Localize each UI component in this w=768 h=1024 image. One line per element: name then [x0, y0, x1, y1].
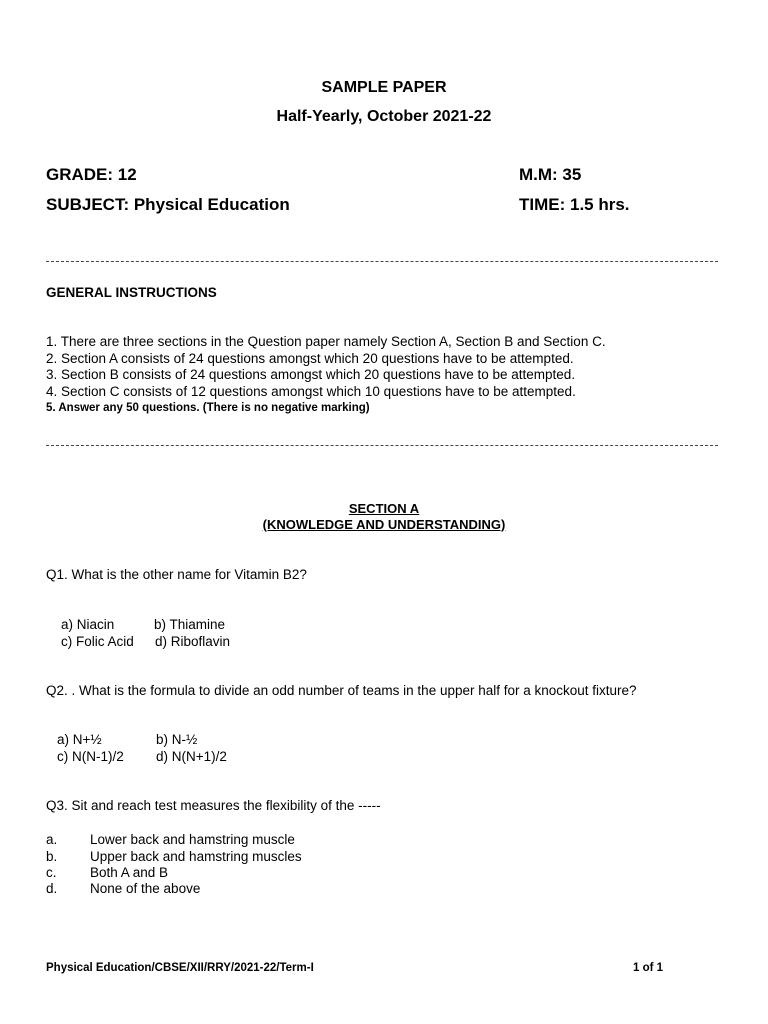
instruction-item: 3. Section B consists of 24 questions amongst which 20 questions have to be attempted. — [46, 367, 576, 382]
instruction-item: 1. There are three sections in the Question paper namely Section A, Section B and Section C. — [46, 334, 606, 349]
option-letter: b. — [46, 849, 58, 864]
question-text: Q3. Sit and reach test measures the flexibility of the ----- — [46, 798, 381, 813]
option-text: Lower back and hamstring muscle — [90, 832, 295, 847]
instruction-item: 4. Section C consists of 12 questions amongst which 10 questions have to be attempted. — [46, 384, 576, 399]
option-text: d) N(N+1)/2 — [156, 749, 227, 764]
option-letter: d. — [46, 881, 58, 896]
paper-subtitle: Half-Yearly, October 2021-22 — [276, 108, 492, 125]
option-letter: a. — [46, 832, 58, 847]
max-marks-label: M.M: 35 — [519, 165, 582, 184]
instructions-heading: GENERAL INSTRUCTIONS — [46, 285, 217, 300]
option-text: a) Niacin — [61, 617, 115, 632]
grade-label: GRADE: 12 — [46, 165, 137, 184]
time-label: TIME: 1.5 hrs. — [519, 195, 630, 214]
question-text: Q1. What is the other name for Vitamin B2? — [46, 567, 307, 582]
option-text: Both A and B — [90, 865, 169, 880]
option-text: b) Thiamine — [154, 617, 226, 632]
option-text: a) N+½ — [57, 732, 102, 747]
option-text: b) N-½ — [156, 732, 198, 747]
paper-title: SAMPLE PAPER — [321, 79, 447, 96]
option-text: c) Folic Acid — [61, 634, 134, 649]
instruction-item: 5. Answer any 50 questions. (There is no negative marking) — [46, 402, 370, 414]
footer-reference: Physical Education/CBSE/XII/RRY/2021-22/Term-I — [46, 962, 314, 974]
option-text: c) N(N-1)/2 — [57, 749, 124, 764]
section-subheading: (KNOWLEDGE AND UNDERSTANDING) — [262, 517, 506, 532]
subject-label: SUBJECT: Physical Education — [46, 195, 290, 214]
option-text: d) Riboflavin — [155, 634, 231, 649]
page-number: 1 of 1 — [633, 962, 664, 974]
question-text: Q2. . What is the formula to divide an odd number of teams in the upper half for a knockout fixture? — [46, 683, 637, 698]
divider-top — [46, 261, 718, 262]
section-heading: SECTION A — [348, 501, 420, 516]
divider-bottom — [46, 445, 718, 446]
instruction-item: 2. Section A consists of 24 questions amongst which 20 questions have to be attempted. — [46, 351, 574, 366]
option-text: None of the above — [90, 881, 201, 896]
option-letter: c. — [46, 865, 57, 880]
option-text: Upper back and hamstring muscles — [90, 849, 302, 864]
